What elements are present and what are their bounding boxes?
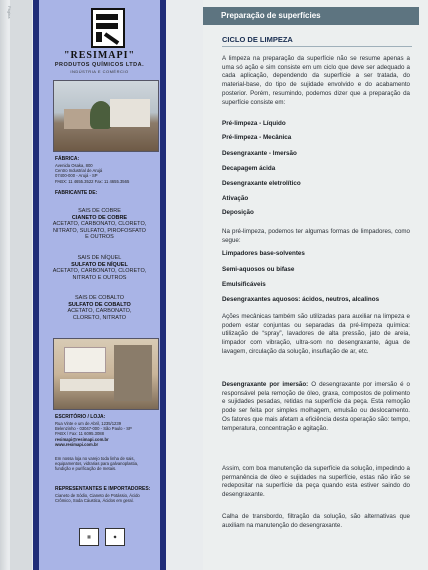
filtration-paragraph: Calha de transbordo, filtração da solução, são alternativas que auxiliam na manutenção do desengraxante. xyxy=(222,513,410,529)
group-title: SAIS DE COBRE xyxy=(78,208,121,214)
factory-photo xyxy=(53,80,159,152)
certification-logos xyxy=(79,528,139,544)
cleaner-item: Semi-aquosos ou bifase xyxy=(222,266,295,273)
step-item: Desengraxante - Imersão xyxy=(222,150,297,157)
group-product: SULFATO DE COBALTO xyxy=(68,301,131,308)
certification-seal-icon: ◆ xyxy=(105,528,125,546)
reps-description: Cianeto de Sódio, Cianeto de Potássio, Ácido Crômico, Soda Cáustica, Ácidos em geral. xyxy=(55,493,140,504)
cleaner-item: Desengraxantes aquosos: ácidos, neutros, alcalinos xyxy=(222,296,380,303)
article-header: Preparação de superfícies xyxy=(221,11,321,20)
office-address: Rua Vinte e um de Abril, 1235/1239 Belenzinho - 03047-000 - São Paulo - SP PABX / Fax: 11 6095.3088 resimapi@resimapi.com.br www.resimapi.com.br xyxy=(55,421,132,447)
nickel-salts-block xyxy=(45,255,154,281)
step-item: Deposição xyxy=(222,209,254,216)
cleaner-item: Emulsificáveis xyxy=(222,281,266,288)
company-subtitle-2: INDÚSTRIA E COMÉRCIO xyxy=(70,69,129,74)
immersion-paragraph: Desengraxante por imersão: O desengraxante por imersão é o responsável pela remoção de óleo, graxa, compostos de polimento e sujidades pesadas, retidas na superfície da peça. Esta remoção pode ser feita por simples molhagem, emulsão ou deslocamento. Os fatores que mais afetam a eficiência desta operação são: tempo, temperatura, concentração e agitação. xyxy=(222,381,410,432)
section-divider xyxy=(222,46,412,47)
group-title: SAIS DE NÍQUEL xyxy=(77,255,122,261)
step-item: Pré-limpeza - Líquido xyxy=(222,120,286,127)
copper-salts-block xyxy=(45,208,154,241)
group-product: SULFATO DE NÍQUEL xyxy=(71,261,128,268)
store-description: Em nossa loja no varejo toda linha de sais, equipamentos, vidrarias para galvanoplastia, fundição e purificação de metais. xyxy=(55,456,139,472)
group-items: ACETATO, CARBONATO, CLORETO, NITRATO, SULFATO, PIROFOSFATO E OUTROS xyxy=(52,221,147,241)
step-item: Pré-limpeza - Mecânica xyxy=(222,134,292,141)
factory-label: FÁBRICA: xyxy=(55,156,80,162)
group-product: CIANETO DE COBRE xyxy=(71,214,128,221)
section-title: CICLO DE LIMPEZA xyxy=(222,35,293,44)
intro-paragraph: A limpeza na preparação da superfície não se resume apenas a uma só ação e sim consiste em um ciclo que deve ser adequado a cada aplicação, dependendo da superfície a ser tratada, do material-base, do tipo de sujidade envolvido e do acabamento posterior. Porém, resumindo, podemos dizer que a preparação da superfície consiste em: xyxy=(222,55,410,106)
qr-code-icon: ▦ xyxy=(79,528,99,546)
reps-label: REPRESENTANTES E IMPORTADORES: xyxy=(55,486,151,492)
company-subtitle: PRODUTOS QUÍMICOS LTDA. xyxy=(54,62,145,68)
resimapi-logo xyxy=(91,8,125,48)
step-item: Desengraxante eletrolítico xyxy=(222,180,301,187)
resimapi-advertisement xyxy=(33,0,166,570)
maker-label: FABRICANTE DE: xyxy=(55,190,98,196)
group-items: ACETATO, CARBONATO, CLORETO, NITRATO E OUTROS xyxy=(52,268,147,281)
store-photo xyxy=(53,338,159,410)
group-title: SAIS DE COBALTO xyxy=(74,295,124,301)
mechanical-paragraph: Ações mecânicas também são utilizadas para auxiliar na limpeza e podem estar conjuntas ou separadas da pré-limpeza química: utilização de “spray”, lavadores de alta pressão, jato de areia, limpador com vibração, ultra-som no desengraxante, água de lavagem, circulação da solução, insuflação de ar, etc. xyxy=(222,313,410,355)
step-item: Ativação xyxy=(222,195,249,202)
margin-text: Página xyxy=(7,6,12,19)
cleaner-item: Limpadores base-solventes xyxy=(222,250,305,257)
company-name: "RESIMAPI" xyxy=(63,50,136,61)
immersion-heading: Desengraxante por imersão: xyxy=(222,381,309,388)
pre-cleaning-paragraph: Na pré-limpeza, podemos ter algumas formas de limpadores, como segue: xyxy=(222,228,410,244)
factory-address: Avenida Osaka, 800 Centro Industrial de Arujá 07400-000 - Arujá - SP PABX: 11 4655.3522 Fax: 11 4655.3565 xyxy=(55,163,130,184)
page-margin-strip xyxy=(10,0,32,570)
maintenance-paragraph: Assim, com boa manutenção da superfície da solução, impedindo a permanência de óleo e sujidades na superfície, estas não irão se redepositar na superfície da peça quando esta estiver saindo do desengraxante. xyxy=(222,465,410,499)
article-page xyxy=(203,0,428,570)
group-items: ACETATO, CARBONATO, CLORETO, NITRATO xyxy=(67,308,132,321)
step-item: Decapagem ácida xyxy=(222,165,276,172)
cobalt-salts-block xyxy=(45,295,154,321)
page-fold-shadow xyxy=(0,0,8,570)
office-label: ESCRITÓRIO / LOJA: xyxy=(55,414,106,420)
